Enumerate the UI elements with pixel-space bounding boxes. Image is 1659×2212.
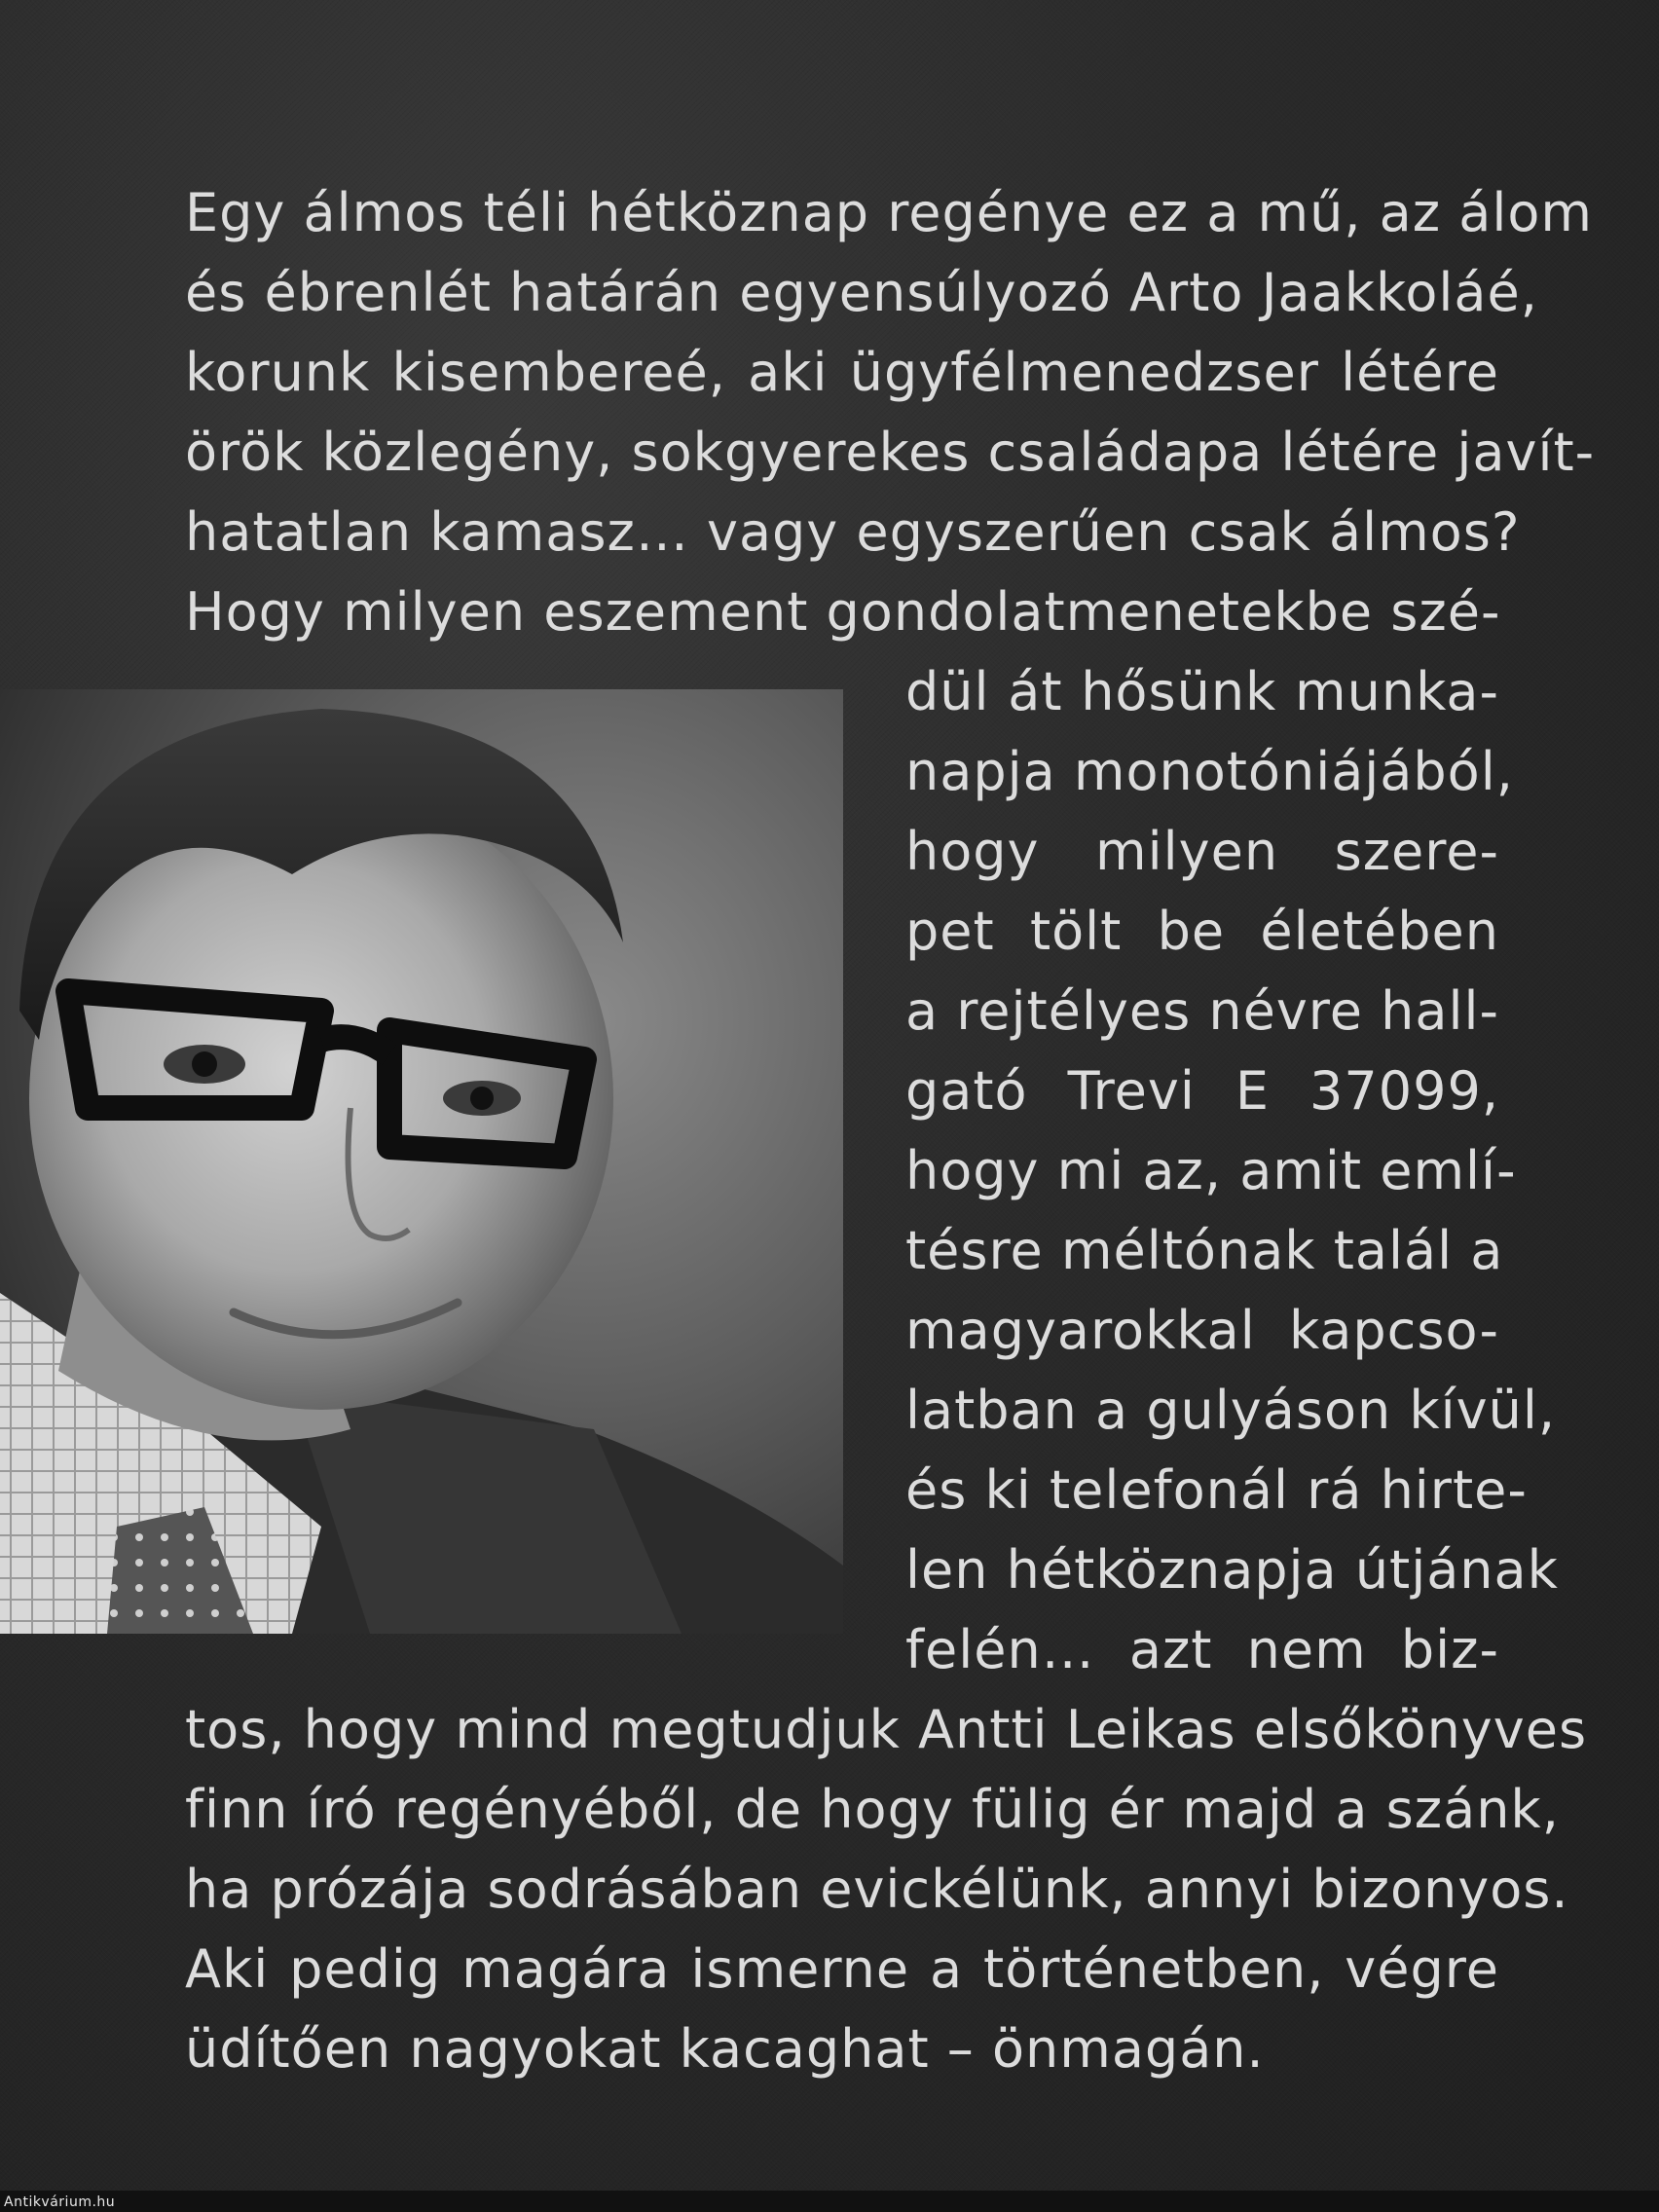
blurb-line: üdítően nagyokat kacaghat – önmagán. (185, 2018, 1265, 2080)
blurb-line: magyarokkal kapcso- (905, 1300, 1499, 1361)
watermark-text: Antikvárium.hu (4, 2194, 116, 2210)
blurb-line: latban a gulyáson kívül, (905, 1380, 1557, 1441)
blurb-line: hogy mi az, amit emlí- (905, 1140, 1517, 1201)
watermark-bar (0, 2191, 1659, 2212)
blurb-line: felén… azt nem biz- (905, 1619, 1499, 1680)
blurb-line: és ébrenlét határán egyensúlyozó Arto Jaakkoláé, (185, 262, 1538, 323)
blurb-line: gató Trevi E 37099, (905, 1060, 1499, 1122)
blurb-line: és ki telefonál rá hirte- (905, 1459, 1528, 1521)
blurb-line: ha prózája sodrásában evickélünk, annyi bizonyos. (185, 1859, 1569, 1920)
blurb-line: örök közlegény, sokgyerekes családapa létére javít- (185, 422, 1596, 483)
blurb-line: hogy milyen szere- (905, 821, 1499, 882)
blurb-line: hatatlan kamasz… vagy egyszerűen csak álmos? (185, 501, 1521, 563)
blurb-line: Egy álmos téli hétköznap regénye ez a mű, az álom (185, 182, 1594, 243)
blurb-line: Hogy milyen eszement gondolatmenetekbe szé- (185, 581, 1501, 643)
blurb-line: napja monotóniájából, (905, 741, 1514, 802)
blurb-line: a rejtélyes névre hall- (905, 980, 1499, 1042)
blurb-line: tésre méltónak talál a (905, 1220, 1504, 1281)
blurb-line: pet tölt be életében (905, 901, 1499, 962)
author-portrait (0, 689, 843, 1634)
blurb-line: tos, hogy mind megtudjuk Antti Leikas elsőkönyves (185, 1699, 1588, 1760)
blurb-line: korunk kisembereé, aki ügyfélmenedzser létére (185, 342, 1499, 403)
blurb-line: Aki pedig magára ismerne a történetben, végre (185, 1938, 1499, 2000)
blurb-line: finn író regényéből, de hogy fülig ér majd a szánk, (185, 1779, 1560, 1840)
blurb-line: len hétköznapja útjának (905, 1539, 1559, 1601)
blurb-line: dül át hősünk munka- (905, 661, 1499, 722)
